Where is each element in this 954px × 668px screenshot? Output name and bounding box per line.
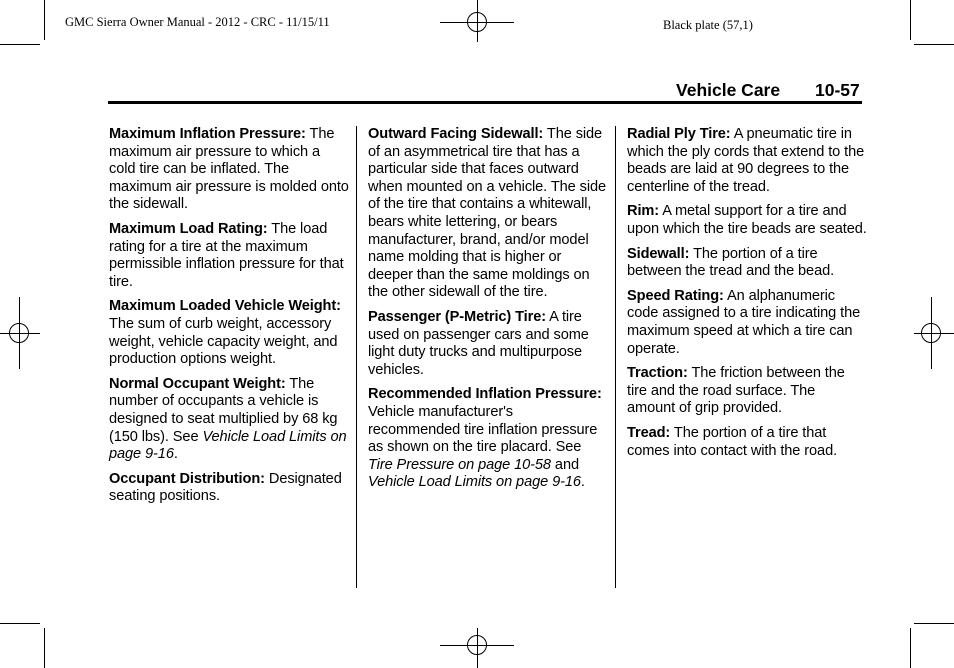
glossary-definition: The maximum air pressure to which a cold tire can be inflated. The maximum air pressure is molded onto the sidewall.: [109, 126, 349, 213]
glossary-entry: [368, 126, 608, 302]
glossary-term: Tread:: [627, 424, 671, 441]
glossary-definition: A pneumatic tire in which the ply cords that extend to the beads are laid at 90 degrees to the centerline of the tread.: [627, 126, 865, 195]
print-header-right: Black plate (57,1): [663, 18, 753, 32]
glossary-term: Traction:: [627, 365, 688, 382]
glossary-definition: A metal support for a tire and upon which the tire beads are seated.: [627, 203, 867, 237]
glossary-definition: The number of occupants a vehicle is designed to seat multiplied by 68 kg (150 lbs). See: [109, 375, 338, 445]
cross-reference-link[interactable]: Tire Pressure on page 10-58: [368, 456, 551, 473]
crop-mark: [910, 628, 911, 668]
glossary-definition: An alphanumeric code assigned to a tire indicating the maximum speed at which a tire can operate.: [627, 287, 861, 357]
glossary-entry: [109, 126, 349, 214]
glossary-definition: The sum of curb weight, accessory weight, vehicle capacity weight, and production options weight.: [109, 315, 338, 368]
running-head-section: Vehicle Care: [676, 80, 781, 100]
glossary-entry: [368, 309, 608, 379]
glossary-term: Normal Occupant Weight:: [109, 375, 286, 392]
glossary-entry: [109, 376, 349, 464]
glossary-definition: The friction between the tire and the road surface. The amount of grip provided.: [627, 365, 845, 417]
glossary-term: Outward Facing Sidewall:: [368, 126, 544, 142]
column-2: [368, 126, 608, 499]
glossary-entry: [627, 425, 867, 460]
crop-mark: [44, 628, 45, 668]
glossary-term: Maximum Loaded Vehicle Weight:: [109, 298, 341, 315]
crop-mark: [910, 0, 911, 40]
glossary-definition: The portion of a tire between the tread and the bead.: [627, 245, 835, 280]
glossary-entry: [109, 298, 349, 368]
glossary-definition: The portion of a tire that comes into contact with the road.: [627, 424, 838, 459]
crop-mark: [44, 0, 45, 40]
glossary-term: Recommended Inflation Pressure:: [368, 386, 602, 403]
running-head-page: 10-57: [815, 80, 860, 100]
glossary-term: Passenger (P-Metric) Tire:: [368, 308, 546, 325]
glossary-entry: [627, 288, 867, 358]
glossary-entry: [627, 246, 867, 281]
glossary-entry: [627, 365, 867, 418]
glossary-term: Rim:: [627, 203, 660, 220]
glossary-term: Sidewall:: [627, 245, 690, 262]
crop-mark: [914, 44, 954, 45]
glossary-entry: [368, 386, 608, 492]
glossary-entry: [109, 471, 349, 506]
print-header-left: GMC Sierra Owner Manual - 2012 - CRC - 11/15/11: [65, 15, 330, 29]
glossary-term: Maximum Inflation Pressure:: [109, 126, 306, 142]
glossary-definition: A tire used on passenger cars and some light duty trucks and multipurpose vehicles.: [368, 308, 589, 378]
running-head-rule: [108, 101, 862, 104]
glossary-entry: [627, 126, 867, 196]
sentence-end: .: [580, 474, 585, 491]
column-3: [627, 126, 867, 467]
crop-mark: [0, 44, 40, 45]
column-divider: [356, 126, 357, 588]
cross-reference-link[interactable]: Vehicle Load Limits on page 9-16: [368, 474, 581, 491]
glossary-term: Radial Ply Tire:: [627, 126, 731, 142]
glossary-term: Occupant Distribution:: [109, 470, 265, 487]
sentence-end: .: [173, 446, 178, 463]
glossary-term: Speed Rating:: [627, 287, 724, 304]
crop-mark: [914, 623, 954, 624]
column-1: [109, 126, 349, 513]
glossary-definition: The side of an asymmetrical tire that has a particular side that faces outward when mounted on a vehicle. The side of the tire that contains a whitewall, bears white lettering, or bears manufacturer, brand, and/or model name molding that is higher or deeper than the same moldings on the other sidewall of the tire.: [368, 126, 606, 301]
glossary-definition: Vehicle manufacturer's recommended tire inflation pressure as shown on the tire placard. See: [368, 403, 598, 456]
glossary-definition: Designated seating positions.: [109, 470, 342, 505]
glossary-term: Maximum Load Rating:: [109, 220, 268, 237]
glossary-definition: The load rating for a tire at the maximum permissible inflation pressure for that tire.: [109, 220, 344, 290]
column-divider: [615, 126, 616, 588]
glossary-entry: [109, 221, 349, 291]
crop-mark: [0, 623, 40, 624]
glossary-entry: [627, 203, 867, 238]
conjunction: and: [554, 456, 579, 473]
cross-reference-link[interactable]: Vehicle Load Limits on page 9-16: [109, 428, 347, 463]
